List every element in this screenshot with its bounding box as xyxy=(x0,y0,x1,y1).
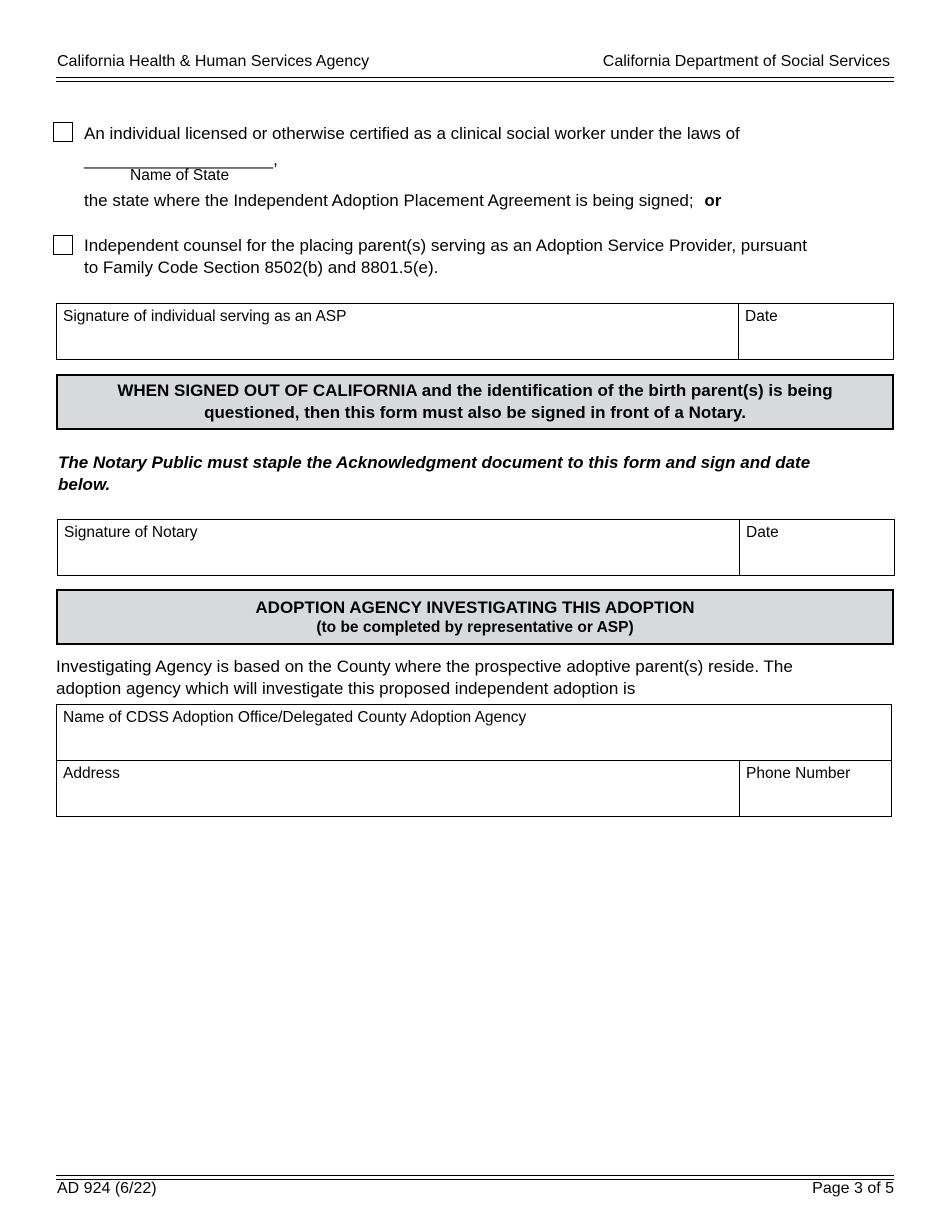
agency-intro-line2: adoption agency which will investigate this proposed independent adoption is xyxy=(56,679,636,698)
form-id: AD 924 (6/22) xyxy=(57,1180,157,1197)
adoption-agency-banner xyxy=(56,589,894,645)
agency-row-divider xyxy=(57,760,891,761)
agency-name-label: Name of CDSS Adoption Office/Delegated County Adoption Agency xyxy=(63,709,527,726)
asp-signature-field[interactable] xyxy=(59,328,735,356)
header-agency: California Health & Human Services Agency xyxy=(57,53,370,70)
agency-column-divider xyxy=(739,760,740,816)
continuation-text: the state where the Independent Adoption Placement Agreement is being signed; xyxy=(84,191,694,210)
agency-address-field[interactable] xyxy=(59,785,735,813)
notary-instruction xyxy=(58,452,810,496)
asp-signature-divider xyxy=(738,304,739,359)
footer-rule-top xyxy=(56,1175,894,1176)
page-number: Page 3 of 5 xyxy=(812,1180,894,1197)
notary-instruction-line1: The Notary Public must staple the Acknowledgment document to this form and sign and date xyxy=(58,453,811,472)
agency-fields-table xyxy=(56,704,892,817)
notary-date-label: Date xyxy=(746,524,779,541)
header-rule-top xyxy=(56,77,894,78)
banner-line2: questioned, then this form must also be signed in front of a Notary. xyxy=(204,403,746,422)
name-of-state-caption: Name of State xyxy=(130,167,230,184)
agency-phone-field[interactable] xyxy=(743,785,887,813)
notary-signature-box xyxy=(57,519,895,576)
notary-signature-divider xyxy=(739,520,740,575)
counsel-option-line2: to Family Code Section 8502(b) and 8801.5(e). xyxy=(84,258,439,277)
clinical-option-text: An individual licensed or otherwise certified as a clinical social worker under the laws of xyxy=(84,124,740,143)
notary-date-field[interactable] xyxy=(744,544,888,572)
agency-banner-subtitle: (to be completed by representative or ASP) xyxy=(316,619,634,636)
agency-phone-label: Phone Number xyxy=(746,765,851,782)
independent-counsel-checkbox[interactable] xyxy=(53,235,73,255)
notary-instruction-line2: below. xyxy=(58,475,111,494)
asp-date-field[interactable] xyxy=(743,328,887,356)
agency-name-field[interactable] xyxy=(59,729,887,757)
asp-signature-label: Signature of individual serving as an ASP xyxy=(63,308,347,325)
notary-signature-field[interactable] xyxy=(60,544,736,572)
agency-intro xyxy=(56,656,793,700)
asp-date-label: Date xyxy=(745,308,778,325)
clinical-option-continuation xyxy=(84,190,721,212)
header-department: California Department of Social Services xyxy=(602,53,890,70)
asp-signature-box xyxy=(56,303,894,360)
footer-rule-bottom xyxy=(56,1179,894,1180)
banner-line1: WHEN SIGNED OUT OF CALIFORNIA and the identification of the birth parent(s) is being xyxy=(117,381,833,400)
agency-address-label: Address xyxy=(63,765,120,782)
or-word: or xyxy=(704,191,722,210)
header-rule-bottom xyxy=(56,81,894,82)
agency-intro-line1: Investigating Agency is based on the County where the prospective adoptive parent(s) reside. The xyxy=(56,657,793,676)
notary-signature-label: Signature of Notary xyxy=(64,524,198,541)
clinical-social-worker-checkbox[interactable] xyxy=(53,122,73,142)
agency-banner-title: ADOPTION AGENCY INVESTIGATING THIS ADOPTION xyxy=(255,598,695,617)
counsel-option-line1: Independent counsel for the placing parent(s) serving as an Adoption Service Provider, pursuant xyxy=(84,236,807,255)
out-of-state-banner xyxy=(56,374,894,430)
name-of-state-blank[interactable]: ____________________, xyxy=(84,150,278,169)
